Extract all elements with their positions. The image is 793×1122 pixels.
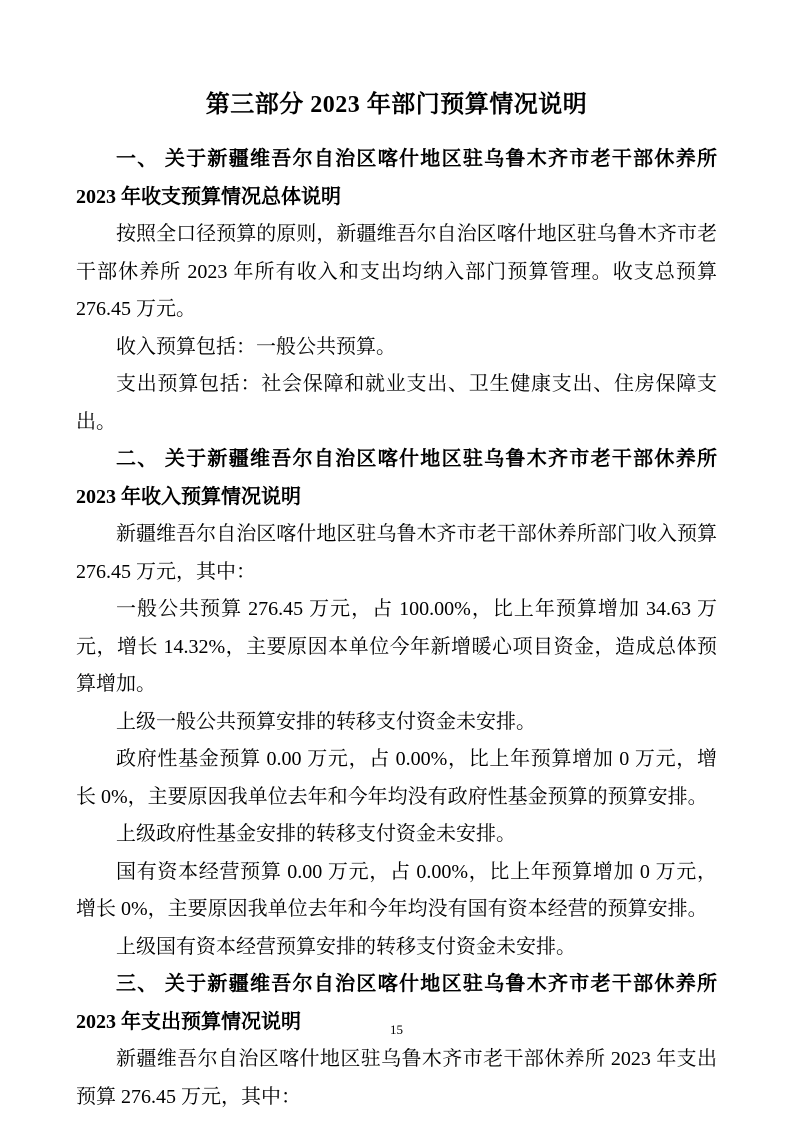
paragraph: 上级一般公共预算安排的转移支付资金未安排。 (116, 710, 536, 733)
section-overall-budget (76, 141, 717, 441)
paragraph: 新疆维吾尔自治区喀什地区驻乌鲁木齐市老干部休养所部门收入预算 276.45 万元，其中： (76, 523, 717, 583)
section-heading-3: 三、 关于新疆维吾尔自治区喀什地区驻乌鲁木齐市老干部休养所 2023 年支出预算情况说明 (76, 973, 717, 1033)
paragraph: 支出预算包括：社会保障和就业支出、卫生健康支出、住房保障支出。 (76, 373, 717, 433)
paragraph: 收入预算包括：一般公共预算。 (116, 335, 396, 358)
paragraph: 国有资本经营预算 0.00 万元，占 0.00%，比上年预算增加 0 万元，增长 0%，主要原因我单位去年和今年均没有国有资本经营的预算安排。 (76, 860, 717, 920)
paragraph: 政府性基金预算 0.00 万元，占 0.00%，比上年预算增加 0 万元，增长 0%，主要原因我单位去年和今年均没有政府性基金预算的预算安排。 (76, 748, 717, 808)
page-number: 15 (390, 1022, 403, 1037)
section-heading-1: 一、 关于新疆维吾尔自治区喀什地区驻乌鲁木齐市老干部休养所 2023 年收支预算情况总体说明 (76, 148, 717, 208)
section-heading-2: 二、 关于新疆维吾尔自治区喀什地区驻乌鲁木齐市老干部休养所 2023 年收入预算情况说明 (76, 448, 717, 508)
paragraph: 上级国有资本经营预算安排的转移支付资金未安排。 (116, 935, 576, 958)
document-title: 第三部分 2023 年部门预算情况说明 (205, 92, 588, 118)
paragraph: 按照全口径预算的原则，新疆维吾尔自治区喀什地区驻乌鲁木齐市老干部休养所 2023 年所有收入和支出均纳入部门预算管理。收支总预算 276.45 万元。 (76, 223, 717, 320)
paragraph: 新疆维吾尔自治区喀什地区驻乌鲁木齐市老干部休养所 2023 年支出预算 276.45 万元，其中： (76, 1048, 717, 1108)
paragraph: 一般公共预算 276.45 万元，占 100.00%，比上年预算增加 34.63 万元，增长 14.32%，主要原因本单位今年新增暖心项目资金，造成总体预算增加。 (76, 598, 717, 695)
section-expenditure-budget (76, 966, 717, 1116)
section-income-budget (76, 441, 717, 966)
paragraph: 上级政府性基金安排的转移支付资金未安排。 (116, 823, 516, 845)
